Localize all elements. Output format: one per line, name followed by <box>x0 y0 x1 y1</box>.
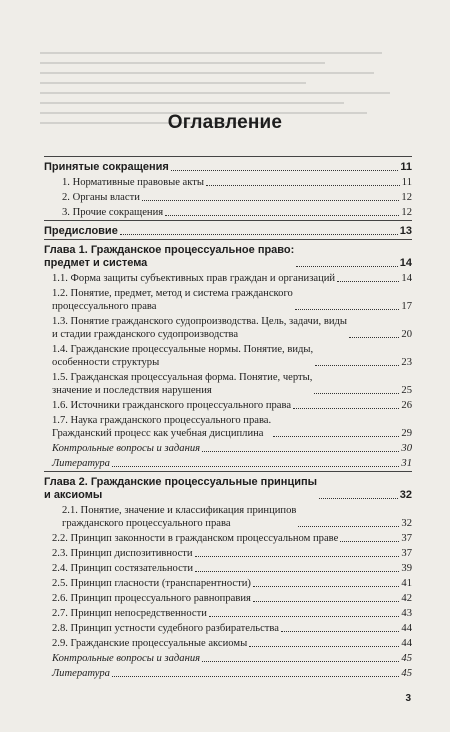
dot-leader <box>206 185 400 186</box>
toc-entry-page: 32 <box>401 518 412 529</box>
toc-entry <box>44 315 412 341</box>
toc-entry-title: 1.6. Источники гражданского процессуального права <box>52 400 292 411</box>
toc-entry-page: 11 <box>400 161 412 173</box>
toc-entry-title: 2.8. Принцип устности судебного разбирательства <box>52 623 279 634</box>
dot-leader <box>340 541 399 542</box>
toc-entry-page: 13 <box>399 225 412 237</box>
toc-entry <box>44 667 412 680</box>
toc-entry <box>44 399 412 412</box>
toc-entry-title: 2.1. Понятие, значение и классификация принципов гражданского процессуального права <box>62 505 297 529</box>
toc-entry-page: 31 <box>401 458 412 469</box>
toc-entry-page: 12 <box>401 207 412 218</box>
toc-entry <box>44 577 412 590</box>
toc-entry <box>44 206 412 219</box>
toc-entry-title: 2.6. Принцип процессуального равноправия <box>52 593 251 604</box>
toc-entry <box>44 371 412 397</box>
toc-entry-title: Литература <box>52 458 110 469</box>
dot-leader <box>298 526 399 527</box>
toc-entry <box>44 176 412 189</box>
toc-entry-title: 2.3. Принцип диспозитивности <box>52 548 193 559</box>
toc-entry-page: 37 <box>401 548 412 559</box>
toc-entry-title: Предисловие <box>44 225 118 237</box>
toc-entry-title: 1.5. Гражданская процессуальная форма. Понятие, черты, значение и последствия нарушения <box>52 372 313 396</box>
toc-entry-title: Контрольные вопросы и задания <box>52 653 201 664</box>
dot-leader <box>202 451 399 452</box>
dot-leader <box>165 215 399 216</box>
toc-entry <box>44 652 412 665</box>
toc-entry-title: Глава 1. Гражданское процессуальное право: предмет и система <box>44 244 295 269</box>
toc-entry <box>44 272 412 285</box>
toc-entry-title: 2.4. Принцип состязательности <box>52 563 194 574</box>
toc-entry <box>44 637 412 650</box>
toc-entry-page: 45 <box>401 653 412 664</box>
toc-entry-page: 20 <box>401 329 412 340</box>
dot-leader <box>142 200 400 201</box>
toc-entry-page: 11 <box>401 177 412 188</box>
dot-leader <box>171 170 399 171</box>
toc-entry <box>44 592 412 605</box>
dot-leader <box>319 498 398 499</box>
dot-leader <box>195 556 400 557</box>
toc-entry <box>44 622 412 635</box>
toc-entry-page: 26 <box>401 400 412 411</box>
toc-entry-title: 2.2. Принцип законности в гражданском процессуальном праве <box>52 533 339 544</box>
toc-entry-page: 45 <box>401 668 412 679</box>
toc-entry-page: 14 <box>399 257 412 269</box>
page-number: 3 <box>405 693 411 704</box>
toc-entry <box>44 547 412 560</box>
toc-entry-title: 2.7. Принцип непосредственности <box>52 608 207 619</box>
toc-entry-title: Принятые сокращения <box>44 161 169 173</box>
dot-leader <box>112 676 399 677</box>
toc-entry-page: 42 <box>401 593 412 604</box>
toc-entry <box>44 607 412 620</box>
dot-leader <box>195 571 399 572</box>
dot-leader <box>202 661 399 662</box>
dot-leader <box>314 393 399 394</box>
dot-leader <box>253 586 399 587</box>
toc-entry <box>44 220 412 238</box>
dot-leader <box>349 337 399 338</box>
dot-leader <box>315 365 399 366</box>
toc-entry-title: 1.4. Гражданские процессуальные нормы. Понятие, виды, особенности структуры <box>52 344 314 368</box>
table-of-contents <box>44 155 412 680</box>
toc-entry-title: 3. Прочие сокращения <box>62 207 164 218</box>
toc-entry <box>44 343 412 369</box>
toc-entry <box>44 562 412 575</box>
toc-entry-page: 32 <box>399 489 412 501</box>
toc-entry-page: 12 <box>401 192 412 203</box>
toc-entry-page: 44 <box>401 623 412 634</box>
dot-leader <box>281 631 399 632</box>
toc-entry-title: Глава 2. Гражданские процессуальные принципы и аксиомы <box>44 476 318 501</box>
toc-entry-title: 2. Органы власти <box>62 192 140 203</box>
toc-entry-page: 39 <box>401 563 412 574</box>
toc-entry <box>44 442 412 455</box>
toc-entry-page: 25 <box>401 385 412 396</box>
toc-entry <box>44 471 412 502</box>
toc-entry-page: 17 <box>401 301 412 312</box>
toc-entry-page: 41 <box>401 578 412 589</box>
dot-leader <box>293 408 399 409</box>
toc-entry <box>44 504 412 530</box>
toc-entry <box>44 457 412 470</box>
dot-leader <box>337 281 399 282</box>
toc-entry-page: 29 <box>401 428 412 439</box>
dot-leader <box>112 466 399 467</box>
bleed-through-text <box>40 44 420 164</box>
toc-entry-page: 14 <box>401 273 412 284</box>
dot-leader <box>253 601 400 602</box>
toc-entry-title: 1.2. Понятие, предмет, метод и система гражданского процессуального права <box>52 288 293 312</box>
toc-entry <box>44 191 412 204</box>
dot-leader <box>296 266 397 267</box>
dot-leader <box>209 616 399 617</box>
toc-entry-title: 1. Нормативные правовые акты <box>62 177 204 188</box>
toc-entry-title: 1.7. Наука гражданского процессуального права. Гражданский процесс как учебная дисциплина <box>52 415 272 439</box>
toc-entry <box>44 287 412 313</box>
toc-entry-title: 1.3. Понятие гражданского судопроизводства. Цель, задачи, виды и стадии гражданского судопроизводства <box>52 316 348 340</box>
toc-entry <box>44 532 412 545</box>
page-title: Оглавление <box>167 112 283 133</box>
dot-leader <box>249 646 399 647</box>
toc-entry-page: 23 <box>401 357 412 368</box>
dot-leader <box>273 436 399 437</box>
toc-entry-title: 1.1. Форма защиты субъективных прав граждан и организаций <box>52 273 336 284</box>
toc-entry-page: 30 <box>401 443 412 454</box>
toc-entry-title: 2.9. Гражданские процессуальные аксиомы <box>52 638 248 649</box>
toc-entry-page: 43 <box>401 608 412 619</box>
toc-entry-title: 2.5. Принцип гласности (транспарентности) <box>52 578 251 589</box>
toc-entry-title: Литература <box>52 668 110 679</box>
toc-entry <box>44 414 412 440</box>
dot-leader <box>120 234 398 235</box>
toc-entry-page: 44 <box>401 638 412 649</box>
toc-entry <box>44 239 412 270</box>
toc-entry-title: Контрольные вопросы и задания <box>52 443 201 454</box>
toc-entry <box>44 156 412 174</box>
dot-leader <box>295 309 400 310</box>
toc-entry-page: 37 <box>401 533 412 544</box>
